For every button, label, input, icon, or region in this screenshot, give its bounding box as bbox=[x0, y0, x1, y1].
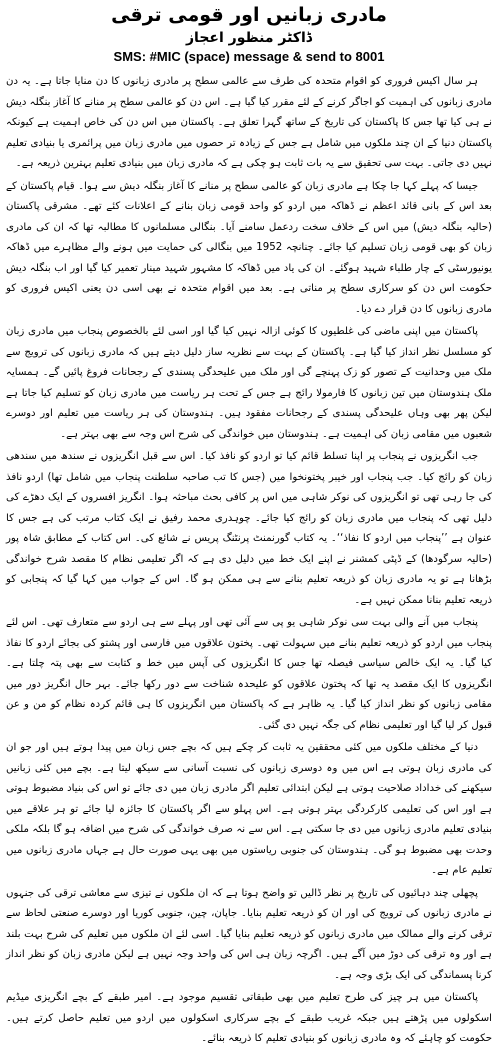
article-paragraph: پاکستان میں ہر چیز کی طرح تعلیم میں بھی طبقاتی تقسیم موجود ہے۔ امیر طبقے کے بچے انگریزی میڈیم اسکولوں میں پڑھتے ہیں جبکہ غریب طبقے کے بچے سرکاری اسکولوں میں اردو میں تعلیم حاصل کرتے ہیں۔ حکومت کو چاہئے کہ وہ مادری زبانوں کو بنیادی تعلیم کا ذریعہ بنائے۔ bbox=[6, 992, 492, 1044]
article-paragraph: دنیا کے مختلف ملکوں میں کئی محققین یہ ثابت کر چکے ہیں کہ بچے جس زبان میں پیدا ہوتے ہیں اور جو ان کی مادری زبان ہوتی ہے اس میں وہ دوسری زبانوں کی نسبت آسانی سے سیکھ لیتا ہے۔ بچے میں کئی زبانیں سیکھنے کی خداداد صلاحیت ہوتی ہے لیکن ابتدائی تعلیم اگر مادری زبان میں دی جائے تو اس کی بنیاد مضبوط ہوتی ہے اور اس کی تعلیمی کارکردگی بہتر ہوتی ہے۔ اس پہلو سے اگر پاکستان کا جائزہ لیا جائے تو ہر علاقے میں بنیادی تعلیم مادری زبانوں میں دی جا سکتی ہے۔ اس سے نہ صرف خواندگی کی شرح میں اضافہ ہو گا بلکہ ملکی وحدت بھی مضبوط ہو گی۔ ہندوستان کی جنوبی ریاستوں میں بھی یہی صورت حال ہے جہاں مادری زبانوں میں تعلیم عام ہے۔ bbox=[6, 742, 492, 876]
article-body bbox=[6, 72, 492, 1050]
article-title: مادری زبانیں اور قومی ترقی bbox=[111, 4, 387, 26]
article-author: ڈاکٹر منظور اعجاز bbox=[186, 30, 312, 46]
article-paragraph: پاکستان میں اپنی ماضی کی غلطیوں کا کوئی ازالہ نہیں کیا گیا اور اسی لئے بالخصوص پنجاب میں مادری زبان کو مسلسل نظر انداز کیا گیا ہے۔ پاکستان کے بہت سے نظریہ ساز دلیل دیتے ہیں کہ مادری زبانوں کی ترویج سے ملک میں وحدانیت کے تصور کو زک پہنچے گی اور ملک میں علیحدگی پسندی کے رجحانات فروغ پائیں گے۔ ہمسایہ ملک ہندوستان میں تین زبانوں کا فارمولا رائج ہے جس کے تحت ہر ریاست میں مادری زبان کو تسلیم کیا جاتا ہے لیکن پھر بھی وہاں علیحدگی پسندی کے رجحانات مفقود ہیں۔ ہندوستان کی ہر ریاست میں تعلیم اور دوسرے شعبوں میں مقامی زبان کی اہمیت ہے۔ ہندوستان میں خواندگی کی شرح اس وجہ سے بھی بہتر ہے۔ bbox=[6, 326, 492, 440]
article-paragraph: ہر سال اکیس فروری کو اقوام متحدہ کی طرف سے عالمی سطح پر مادری زبانوں کا دن منایا جاتا ہے۔ یہ دن مادری زبانوں کی اہمیت کو اجاگر کرنے کے لئے مقرر کیا گیا ہے۔ اس دن کو عالمی سطح پر منانے کا آغاز بنگلہ دیش نے ہی کیا تھا جس کا پاکستان کی تاریخ کے ساتھ گہرا تعلق ہے۔ پاکستان میں اس دن کی خاص اہمیت ہے کیونکہ پاکستان دنیا کے ان چند ملکوں میں شامل ہے جس کے زیادہ تر حصوں میں مادری زبان میں پرائمری یا بنیادی تعلیم نہیں دی جاتی۔ بہت سی تحقیق سے یہ بات ثابت ہو چکی ہے کہ مادری زبان میں بنیادی تعلیم بہترین ذریعہ ہے۔ bbox=[6, 76, 492, 169]
article-paragraph: پچھلی چند دہائیوں کی تاریخ پر نظر ڈالیں تو واضح ہوتا ہے کہ ان ملکوں نے تیزی سے معاشی ترقی کی جنہوں نے مادری زبانوں کی ترویج کی اور ان کو ذریعہ تعلیم بنایا۔ جاپان، چین، جنوبی کوریا اور دوسرے صنعتی لحاظ سے ترقی کرنے والے ممالک میں مادری زبانوں کو ذریعہ تعلیم بنایا گیا۔ اسی لئے ان ملکوں میں تعلیم کی شرح بہت بلند ہے اور وہ ترقی کی دوڑ میں آگے ہیں۔ اگرچہ زبان ہی اس کی واحد وجہ نہیں ہے لیکن مادری زبان کو نظر انداز کرنا پسماندگی کی ایک بڑی وجہ ہے۔ bbox=[6, 887, 492, 981]
article-paragraph: جب انگریزوں نے پنجاب پر اپنا تسلط قائم کیا تو اردو کو نافذ کیا۔ اس سے قبل انگریزوں نے سندھ میں سندھی زبان کو رائج کیا۔ جب پنجاب اور خیبر پختونخوا میں (جس کا تب صاحبہ سلطنت پنجاب میں شامل تھا) اردو نافذ کی جا رہی تھی تو انگریزوں کی نوکر شاہی میں اس پر کافی بحث مباحثہ ہوا۔ انگریز افسروں کے ایک دھڑے کی دلیل تھی کہ پنجاب میں مادری زبان کو رائج کیا جائے۔ چوہدری محمد رفیق نے ایک کتاب مرتب کی ہے جس کا عنوان ہے ’’پنجاب میں اردو کا نفاذ‘‘۔ یہ کتاب گورنمنٹ پرنٹنگ پریس نے شائع کی۔ اس کتاب کے مطابق شاہ پور (حالیہ سرگودھا) کے ڈپٹی کمشنر نے اپنے ایک خط میں دلیل دی ہے کہ اگر تعلیمی نظام کا مقصد شرح خواندگی بڑھانا ہے تو یہ مادری زبان کو ذریعہ تعلیم بنانے سے ہی ممکن ہو گا۔ اس کے جواب میں کہا گیا کہ پنجابی کو ذریعہ تعلیم بنانا ممکن نہیں ہے۔ bbox=[6, 451, 492, 606]
article bbox=[6, 2, 492, 1050]
article-paragraph: جیسا کہ پہلے کہا جا چکا ہے مادری زبان کو عالمی سطح پر منانے کا آغاز بنگلہ دیش سے ہوا۔ قیام پاکستان کے بعد اس کے بانی قائد اعظم نے ڈھاکہ میں اردو کو واحد قومی زبان بنانے کے اعلانات کئے تھے۔ مشرقی پاکستان (حالیہ بنگلہ دیش) میں اس کے خلاف سخت ردعمل سامنے آیا۔ بنگالی مسلمانوں کا مطالبہ تھا کہ ان کی مادری زبان کو بھی قومی زبان تسلیم کیا جائے۔ چنانچہ 1952 میں بنگالی کی حمایت میں ہونے والے مظاہرے میں ڈھاکہ یونیورسٹی کے چار طلباء شہید ہوگئے۔ ان کی یاد میں ڈھاکہ کا مشہور شہید مینار تعمیر کیا گیا اور اب بنگلہ دیش حکومت اس دن کو سرکاری سطح پر مناتی ہے۔ بعد میں اقوام متحدہ نے بھی اسی دن یعنی اکیس فروری کو مادری زبانوں کا دن قرار دے دیا۔ bbox=[6, 180, 492, 315]
article-paragraph: پنجاب میں آنے والی بہت سی نوکر شاہی یو پی سے آئی تھی اور پہلے سے ہی اردو سے متعارف تھی۔ اس لئے پنجاب میں اردو کو ذریعہ تعلیم بنانے میں سہولت تھی۔ پختون علاقوں میں فارسی اور پشتو کی بجائے اردو کا نفاذ کیا گیا۔ یہ ایک خالص سیاسی فیصلہ تھا جس کا انگریزوں کی آپس میں خط و کتابت سے بھی پتہ چلتا ہے۔ انگریزوں کا ایک مقصد یہ تھا کہ پختون علاقوں کو علیحدہ شناخت سے دور رکھا جائے۔ بہر حال انگریز دور میں مقامی زبانوں کو نظر انداز کیا گیا۔ یہ ظاہر ہے کہ پاکستان میں انگریزوں کا ہی قائم کردہ نظام کو من و عن قبول کر لیا گیا اور تعلیمی نظام کی جگہ نہیں دی گئی۔ bbox=[6, 617, 492, 731]
sms-instructions: SMS: #MIC (space) message & send to 8001 bbox=[113, 49, 385, 64]
